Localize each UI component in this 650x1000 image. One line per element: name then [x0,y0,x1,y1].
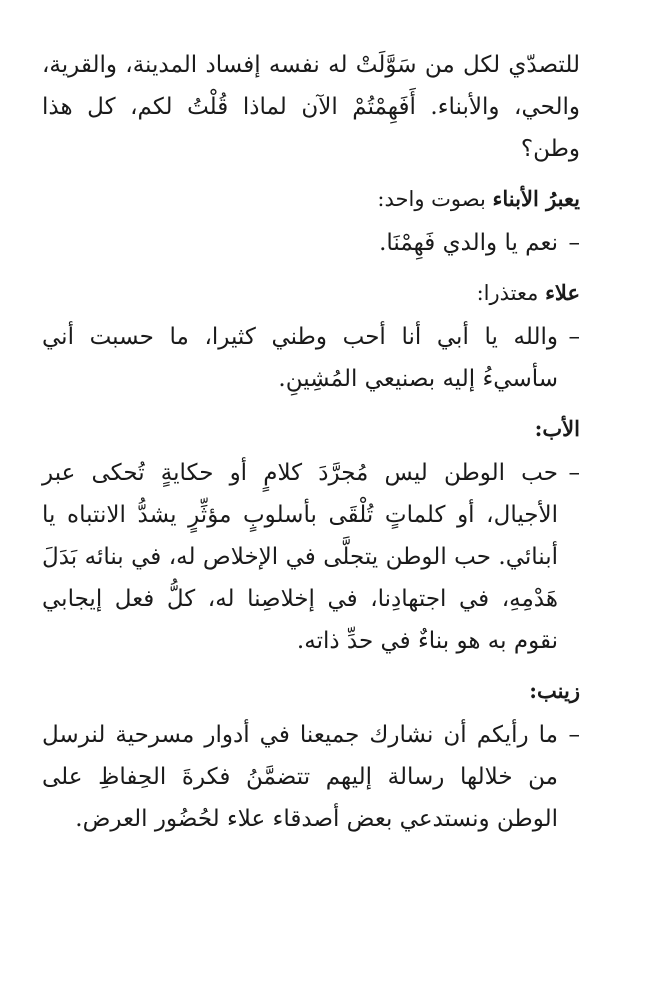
speaker-name: علاء [545,280,580,305]
dialogue-line [42,714,580,840]
dialogue-block-alaa [42,278,580,400]
dialogue-block-father [42,414,580,662]
dialogue-text: نعم يا والدي فَهِمْنَا. [379,230,558,256]
dialogue-dash: – [568,460,580,486]
speaker-label [42,278,580,308]
intro-paragraph: للتصدّي لكل من سَوَّلَتْ له نفسه إفساد المدينة، والقرية، والحي، والأبناء. أَفَهِمْتُمْ الآن لماذا قُلْتُ لكم، كل هذا وطن؟ [42,52,580,162]
speaker-manner: معتذرا: [476,281,546,305]
dialogue-text: حب الوطن ليس مُجرَّدَ كلامٍ أو حكايةٍ تُحكى عبر الأجيال، أو كلماتٍ تُلْقَى بأسلوبٍ مؤثِّرٍ يشدُّ الانتباه يا أبنائي. حب الوطن يتجلَّى في الإخلاص له، في بنائه بَدَلَ هَدْمِهِ، في اجتهادِنا، في إخلاصِنا له، كلُّ فعل إيجابي نقوم به هو بناءٌ في حدِّ ذاته. [42,460,558,654]
dialogue-line [42,222,580,264]
document-page [42,44,580,840]
speaker-label [42,414,580,444]
dialogue-text: والله يا أبي أنا أحب وطني كثيرا، ما حسبت أني سأسيءُ إليه بصنيعي المُشِينِ. [42,324,558,392]
speaker-label [42,676,580,706]
dialogue-block-zainab [42,676,580,840]
dialogue-dash: – [568,230,580,256]
speaker-name: زينب: [529,678,580,703]
speaker-name: الأب: [534,416,580,441]
dialogue-text: ما رأيكم أن نشارك جميعنا في أدوار مسرحية لنرسل من خلالها رسالة إليهم تتضمَّنُ فكرةَ الحِفاظِ على الوطن ونستدعي بعض أصدقاء علاء لحُضُور العرض. [42,722,558,832]
speaker-label [42,184,580,214]
dialogue-line [42,452,580,662]
dialogue-block-sons [42,184,580,264]
dialogue-dash: – [568,722,580,748]
speaker-name: يعبرُ الأبناء [492,186,580,211]
speaker-manner: بصوت واحد: [377,187,493,211]
dialogue-line [42,316,580,400]
dialogue-dash: – [568,324,580,350]
